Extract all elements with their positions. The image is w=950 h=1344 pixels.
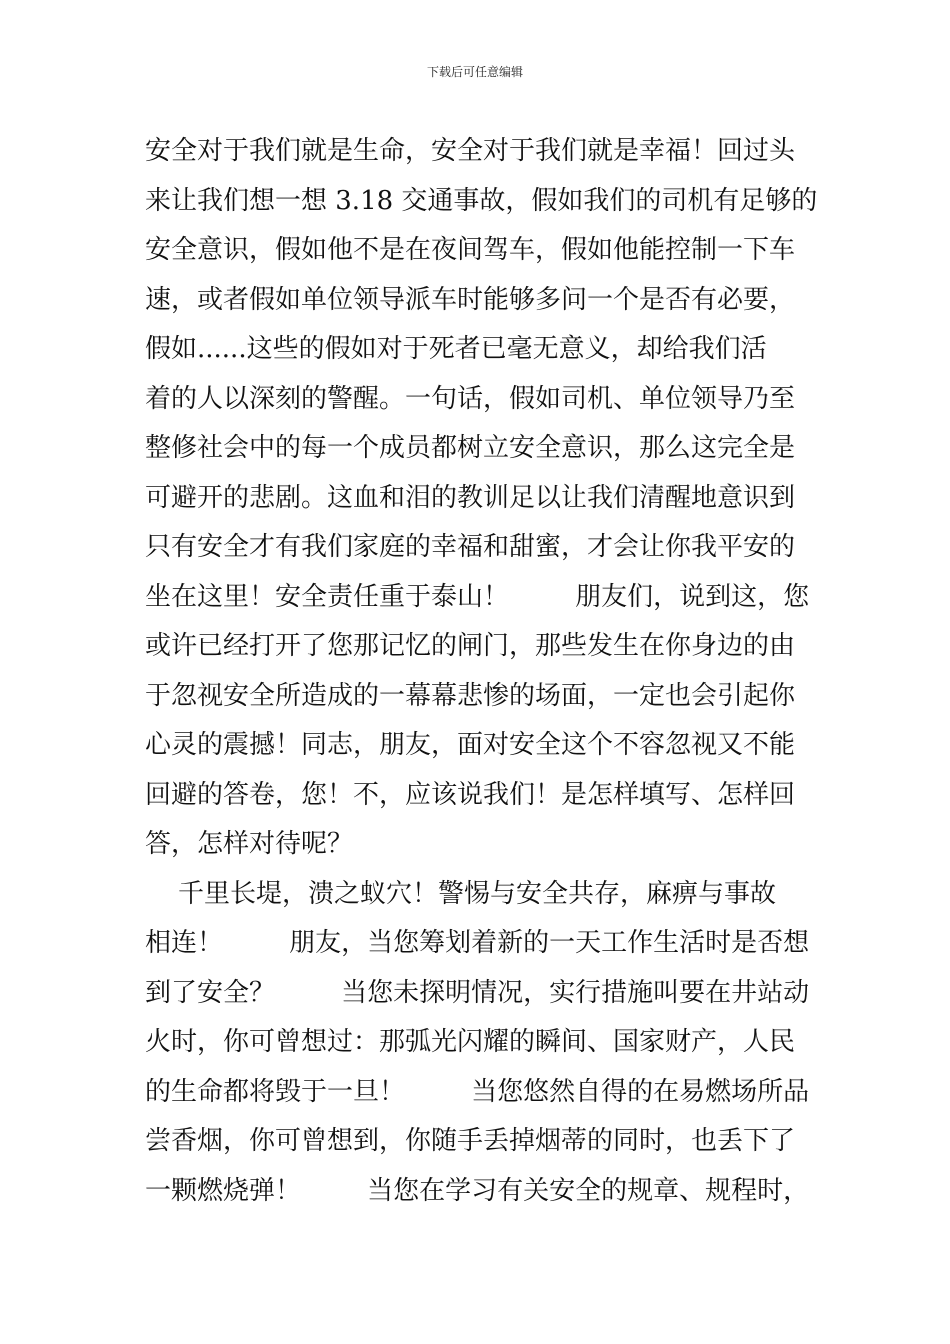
text-line: 于忽视安全所造成的一幕幕悲惨的场面，一定也会引起你 [145,680,796,711]
text-line: 只有安全才有我们家庭的幸福和甜蜜，才会让你我平安的 [145,532,796,562]
text-line: 相连！ 朋友，当您筹划着新的一天工作生活时是否想 [145,928,810,958]
text-line: 千里长堤，溃之蚁穴！警惕与安全共存，麻痹与事故 [145,878,777,909]
body-text [145,127,818,1216]
text-line: 来让我们想一想 3.18 交通事故，假如我们的司机有足够的 [145,185,818,216]
text-line: 速，或者假如单位领导派车时能够多问一个是否有必要， [145,284,796,315]
text-line: 着的人以深刻的警醒。一句话，假如司机、单位领导乃至 [145,383,796,414]
text-line: 的生命都将毁于一旦！ 当您悠然自得的在易燃场所品 [145,1076,810,1107]
text-line: 或许已经打开了您那记忆的闸门，那些发生在你身边的由 [145,631,796,661]
text-line: 心灵的震撼！同志，朋友，面对安全这个不容忽视又不能 [145,730,796,760]
text-line: 安全意识，假如他不是在夜间驾车，假如他能控制一下车 [145,235,796,265]
text-line: 坐在这里！安全责任重于泰山！ 朋友们，说到这，您 [145,581,810,612]
text-line: 答，怎样对待呢？ [145,829,354,859]
text-line: 整修社会中的每一个成员都树立安全意识，那么这完全是 [145,433,796,463]
text-line: 可避开的悲剧。这血和泪的教训足以让我们清醒地意识到 [145,482,796,513]
text-line: 安全对于我们就是生命，安全对于我们就是幸福！回过头 [145,136,796,166]
text-line: 火时，你可曾想过：那弧光闪耀的瞬间、国家财产，人民 [145,1027,796,1057]
text-line: 回避的答卷，您！不，应该说我们！是怎样填写、怎样回 [145,779,796,810]
text-line: 一颗燃烧弹！ 当您在学习有关安全的规章、规程时， [145,1175,810,1206]
text-line: 到了安全？ 当您未探明情况，实行措施叫要在井站动 [145,977,810,1008]
text-line: 尝香烟，你可曾想到，你随手丢掉烟蒂的同时，也丢下了 [145,1126,796,1156]
text-line: 假如......这些的假如对于死者已毫无意义，却给我们活 [145,334,767,364]
page-header: 下载后可任意编辑 [426,65,523,79]
